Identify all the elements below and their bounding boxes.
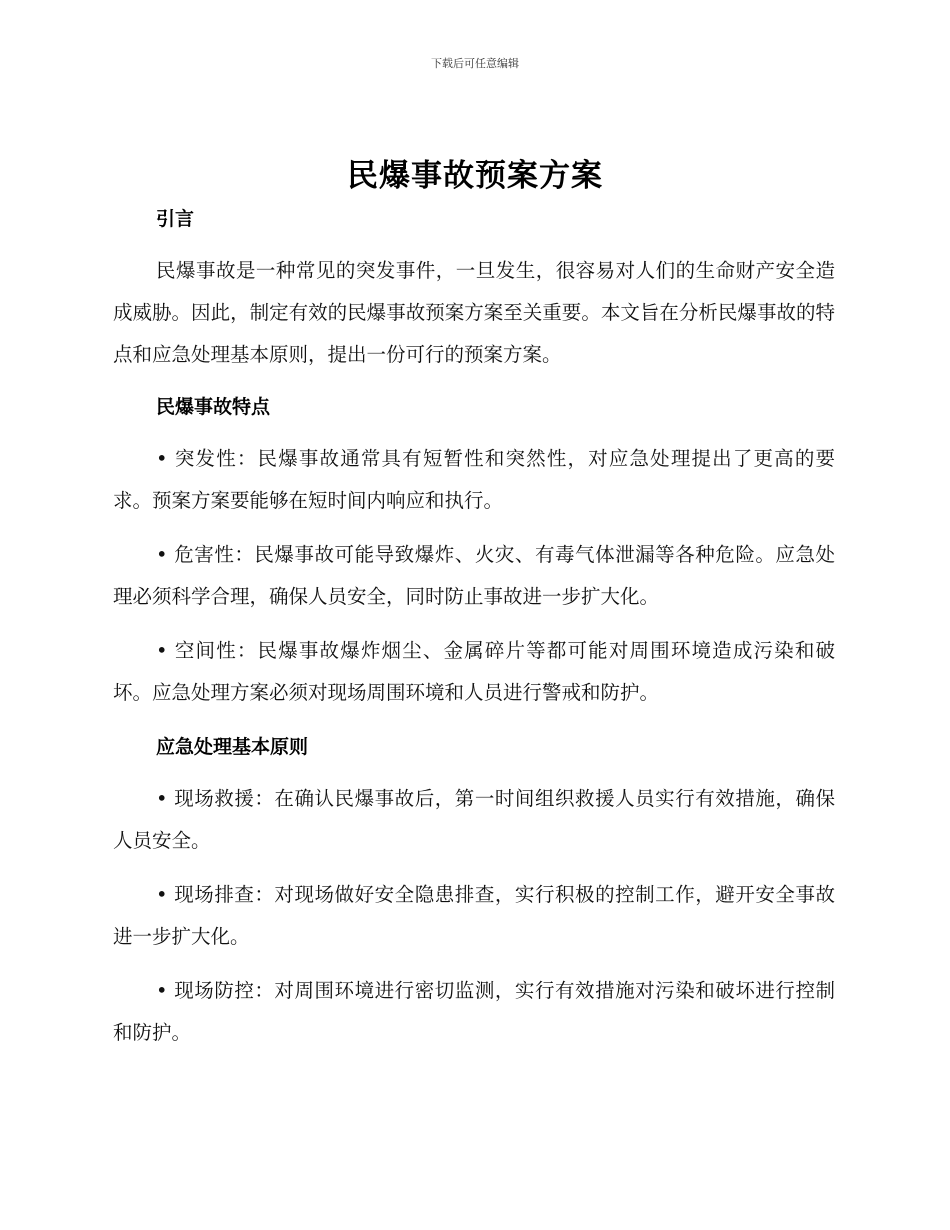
page-header-note: 下载后可任意编辑 — [431, 57, 519, 70]
document-body — [113, 198, 835, 1054]
document-title: 民爆事故预案方案 — [347, 158, 603, 194]
list-item-onsite-rescue: • 现场救援：在确认民爆事故后，第一时间组织救援人员实行有效措施，确保人员安全。 — [113, 787, 835, 852]
section-heading-principles: 应急处理基本原则 — [156, 736, 309, 758]
list-item-suddenness: • 突发性：民爆事故通常具有短暂性和突然性，对应急处理提出了更高的要求。预案方案要能够在短时间内响应和执行。 — [113, 447, 835, 512]
list-item-spatiality: • 空间性：民爆事故爆炸烟尘、金属碎片等都可能对周围环境造成污染和破坏。应急处理方案必须对现场周围环境和人员进行警戒和防护。 — [113, 639, 835, 704]
intro-paragraph: 民爆事故是一种常见的突发事件，一旦发生，很容易对人们的生命财产安全造成威胁。因此，制定有效的民爆事故预案方案至关重要。本文旨在分析民爆事故的特点和应急处理基本原则，提出一份可行的预案方案。 — [113, 259, 835, 366]
list-item-onsite-control: • 现场防控：对周围环境进行密切监测，实行有效措施对污染和破坏进行控制和防护。 — [113, 979, 835, 1044]
section-heading-characteristics: 民爆事故特点 — [156, 396, 271, 418]
section-heading-intro: 引言 — [156, 208, 195, 230]
list-item-harmfulness: • 危害性：民爆事故可能导致爆炸、火灾、有毒气体泄漏等各种危险。应急处理必须科学合理，确保人员安全，同时防止事故进一步扩大化。 — [113, 543, 835, 608]
list-item-onsite-inspection: • 现场排查：对现场做好安全隐患排查，实行积极的控制工作，避开安全事故进一步扩大化。 — [113, 883, 835, 948]
